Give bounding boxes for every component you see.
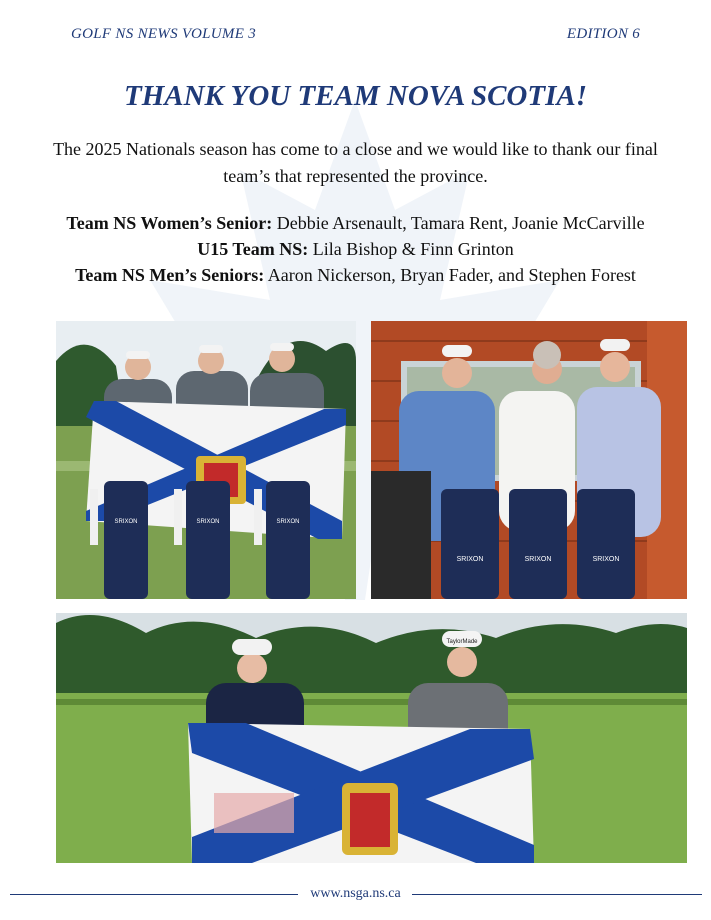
bag-brand-label: SRIXON — [276, 519, 300, 525]
cap-brand-label: TaylorMade — [446, 639, 478, 645]
bag-brand-label: SRIXON — [456, 556, 484, 563]
bag-brand-label: SRIXON — [196, 519, 220, 525]
team-list — [20, 210, 691, 288]
newsletter-edition: EDITION 6 — [566, 26, 640, 42]
team-line — [20, 210, 691, 236]
team-members: Debbie Arsenault, Tamara Rent, Joanie McCarville — [272, 213, 645, 233]
team-members: Lila Bishop & Finn Grinton — [308, 239, 514, 259]
team-line — [20, 236, 691, 262]
bag-brand-label: SRIXON — [524, 556, 552, 563]
photo-mens-senior-team — [56, 321, 356, 599]
golf-bags — [90, 481, 310, 599]
team-label: Team NS Men’s Seniors: — [75, 265, 265, 285]
team-label: U15 Team NS: — [197, 239, 309, 259]
bag-brand-label: SRIXON — [114, 519, 138, 525]
team-members: Aaron Nickerson, Bryan Fader, and Stephen Forest — [264, 265, 636, 285]
bag-brand-label: SRIXON — [592, 556, 620, 563]
page-title: THANK YOU TEAM NOVA SCOTIA! — [123, 80, 588, 112]
photo-u15-team — [56, 613, 687, 863]
intro-paragraph: The 2025 Nationals season has come to a close and we would like to thank our final team’s that represented the province. — [53, 139, 658, 186]
newsletter-volume: GOLF NS NEWS VOLUME 3 — [71, 26, 257, 42]
photo-womens-senior-team — [371, 321, 687, 599]
nova-scotia-flag — [188, 723, 534, 863]
team-line — [20, 262, 691, 288]
team-label: Team NS Women’s Senior: — [66, 213, 273, 233]
footer-website: www.nsga.ns.ca — [310, 886, 401, 901]
